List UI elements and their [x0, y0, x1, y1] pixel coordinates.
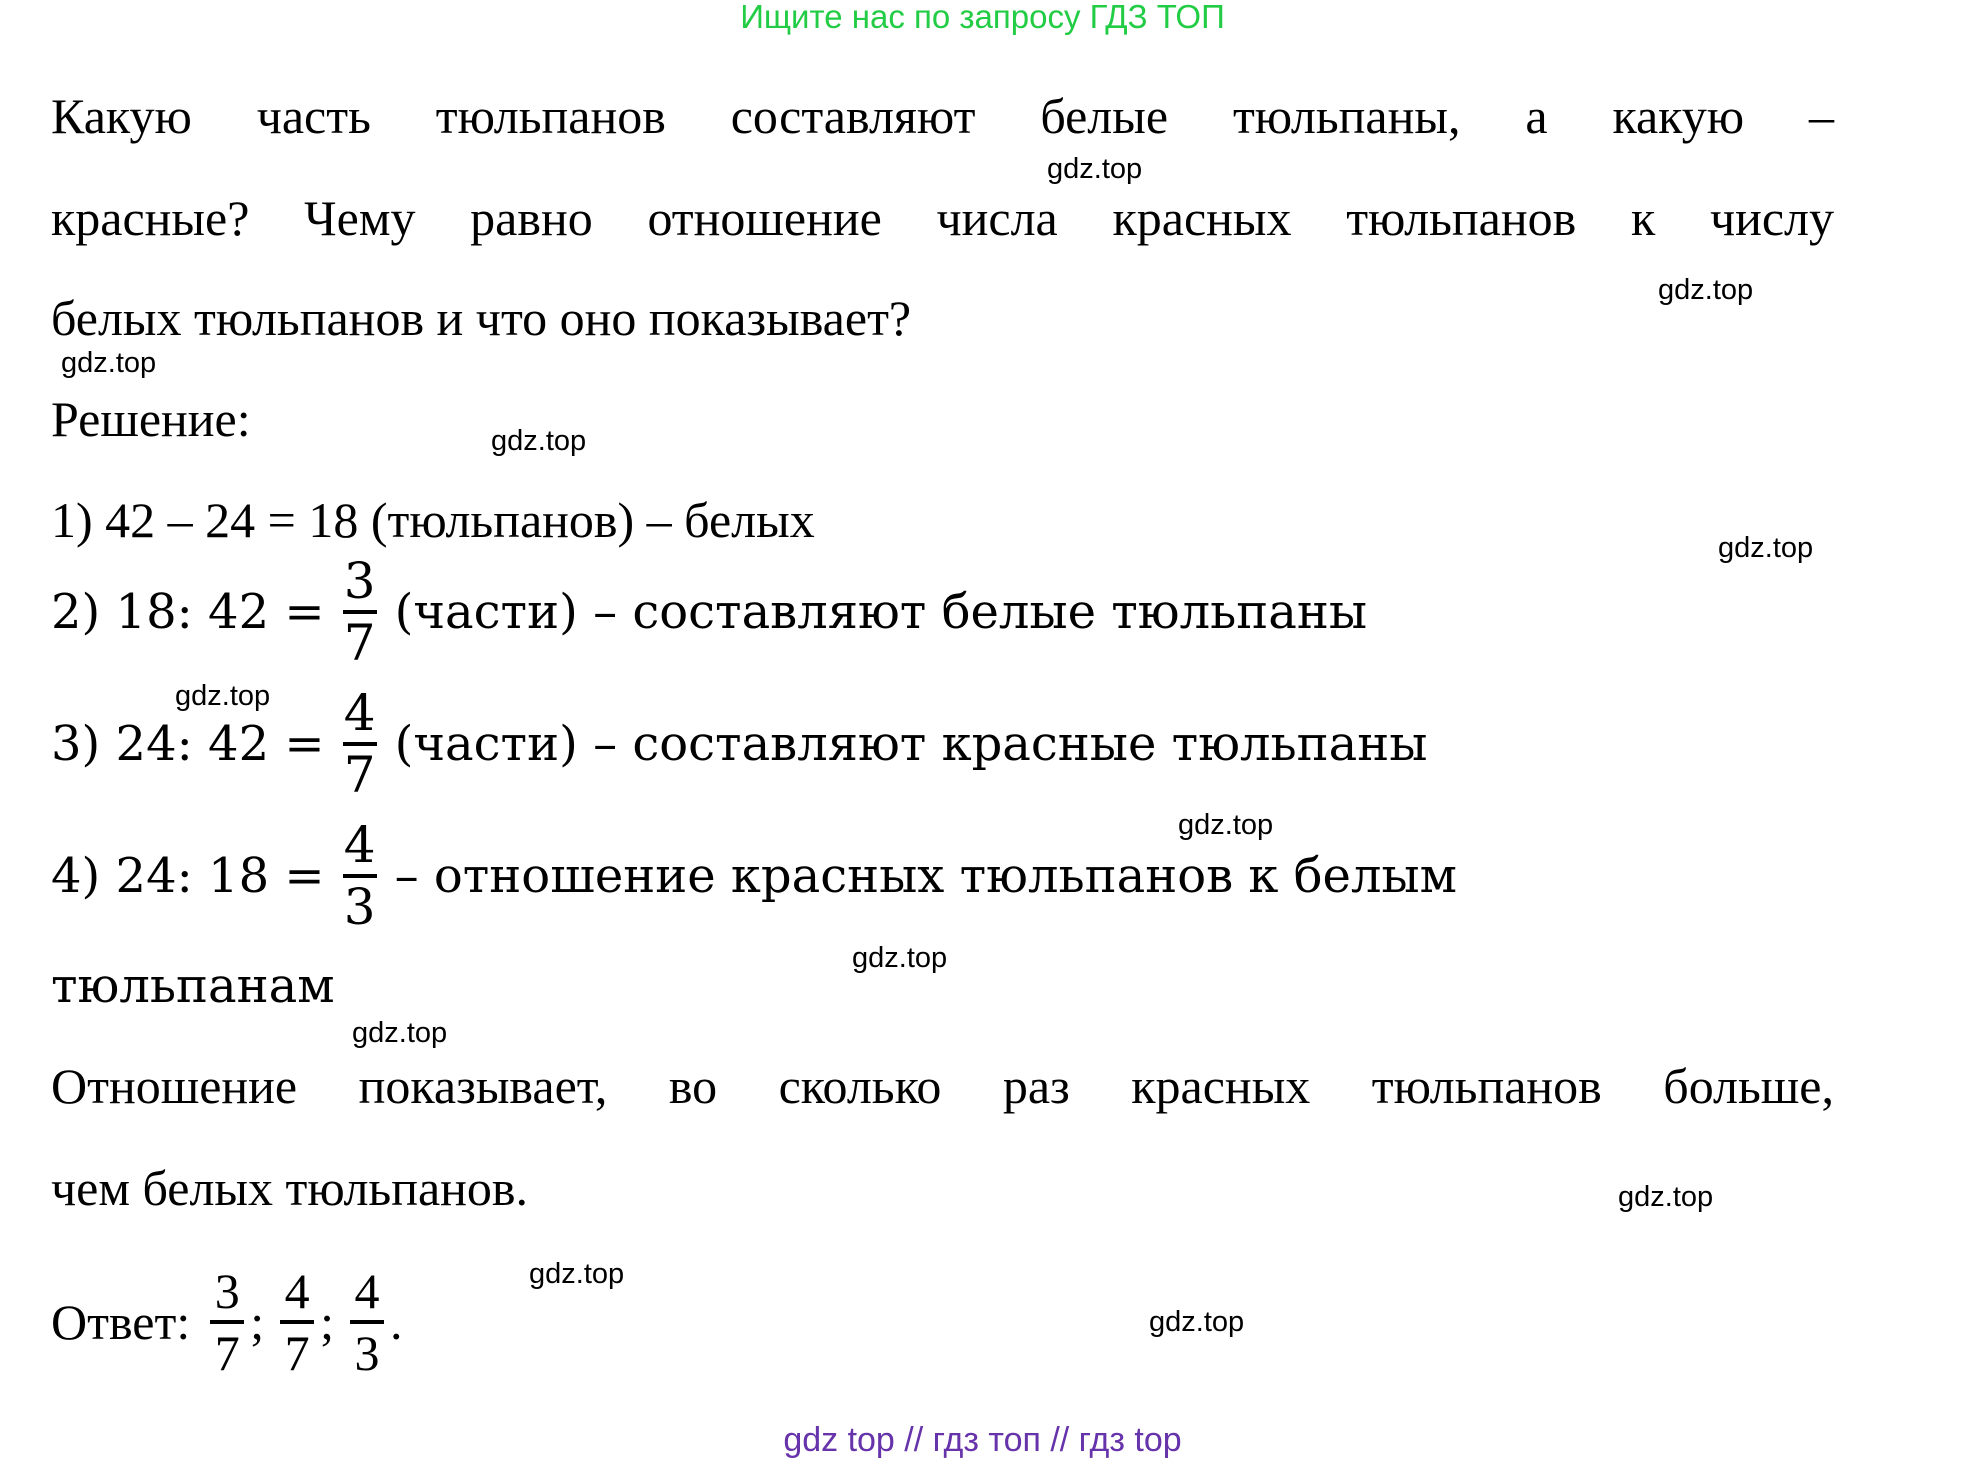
step-4-prefix: 4) 24: 18 =	[51, 848, 325, 904]
answer-end: .	[390, 1294, 403, 1350]
answer	[51, 1262, 403, 1382]
watermark: gdz.top	[1047, 153, 1143, 185]
step-2	[51, 552, 1367, 672]
step-2-suffix: (части) – составляют белые тюльпаны	[394, 584, 1368, 640]
fraction-numerator: 4	[343, 684, 376, 742]
question-line-1: Какую часть тюльпанов составляют белые тюльпаны, а какую –	[51, 88, 1834, 144]
step-1: 1) 42 – 24 = 18 (тюльпанов) – белых	[51, 492, 815, 548]
step-4-continuation: тюльпанам	[51, 958, 335, 1014]
fraction-denominator: 7	[343, 614, 376, 672]
footer-links: gdz top // гдз топ // гдз top	[783, 1421, 1182, 1459]
fraction-numerator: 4	[354, 1263, 380, 1319]
solution-label: Решение:	[51, 391, 251, 447]
watermark: gdz.top	[529, 1258, 625, 1290]
step-2-prefix: 2) 18: 42 =	[51, 584, 325, 640]
conclusion-line-2: чем белых тюльпанов.	[51, 1160, 529, 1216]
conclusion-line-1: Отношение показывает, во сколько раз красных тюльпанов больше,	[51, 1058, 1834, 1114]
watermark: gdz.top	[491, 425, 587, 457]
step-3-prefix: 3) 24: 42 =	[51, 716, 325, 772]
fraction-numerator: 3	[214, 1263, 240, 1319]
watermark: gdz.top	[1618, 1181, 1714, 1213]
watermark: gdz.top	[1718, 532, 1814, 564]
answer-separator: ;	[320, 1294, 335, 1350]
step-4-suffix: – отношение красных тюльпанов к белым	[394, 848, 1457, 904]
watermark: gdz.top	[1178, 809, 1274, 841]
step-3-suffix: (части) – составляют красные тюльпаны	[394, 716, 1428, 772]
watermark: gdz.top	[1149, 1306, 1245, 1338]
fraction-denominator: 7	[214, 1325, 240, 1381]
search-banner: Ищите нас по запросу ГДЗ ТОП	[740, 0, 1225, 35]
step-4-fraction	[343, 816, 377, 936]
watermark: gdz.top	[352, 1017, 448, 1049]
fraction-numerator: 4	[343, 816, 376, 874]
step-3-fraction	[343, 684, 377, 804]
answer-fraction-2	[280, 1262, 314, 1382]
answer-label: Ответ:	[51, 1294, 191, 1350]
watermark: gdz.top	[61, 347, 157, 379]
answer-fraction-3	[350, 1262, 384, 1382]
fraction-denominator: 3	[354, 1325, 380, 1381]
fraction-denominator: 3	[343, 878, 376, 936]
fraction-denominator: 7	[284, 1325, 310, 1381]
step-2-fraction	[343, 552, 377, 672]
question-line-3: белых тюльпанов и что оно показывает?	[51, 290, 912, 346]
watermark: gdz.top	[175, 680, 271, 712]
fraction-numerator: 4	[284, 1263, 310, 1319]
question-line-2: красные? Чему равно отношение числа красных тюльпанов к числу	[51, 190, 1834, 246]
answer-separator: ;	[250, 1294, 265, 1350]
watermark: gdz.top	[852, 942, 948, 974]
watermark: gdz.top	[1658, 274, 1754, 306]
fraction-denominator: 7	[343, 746, 376, 804]
answer-fraction-1	[210, 1262, 244, 1382]
fraction-numerator: 3	[343, 552, 376, 610]
